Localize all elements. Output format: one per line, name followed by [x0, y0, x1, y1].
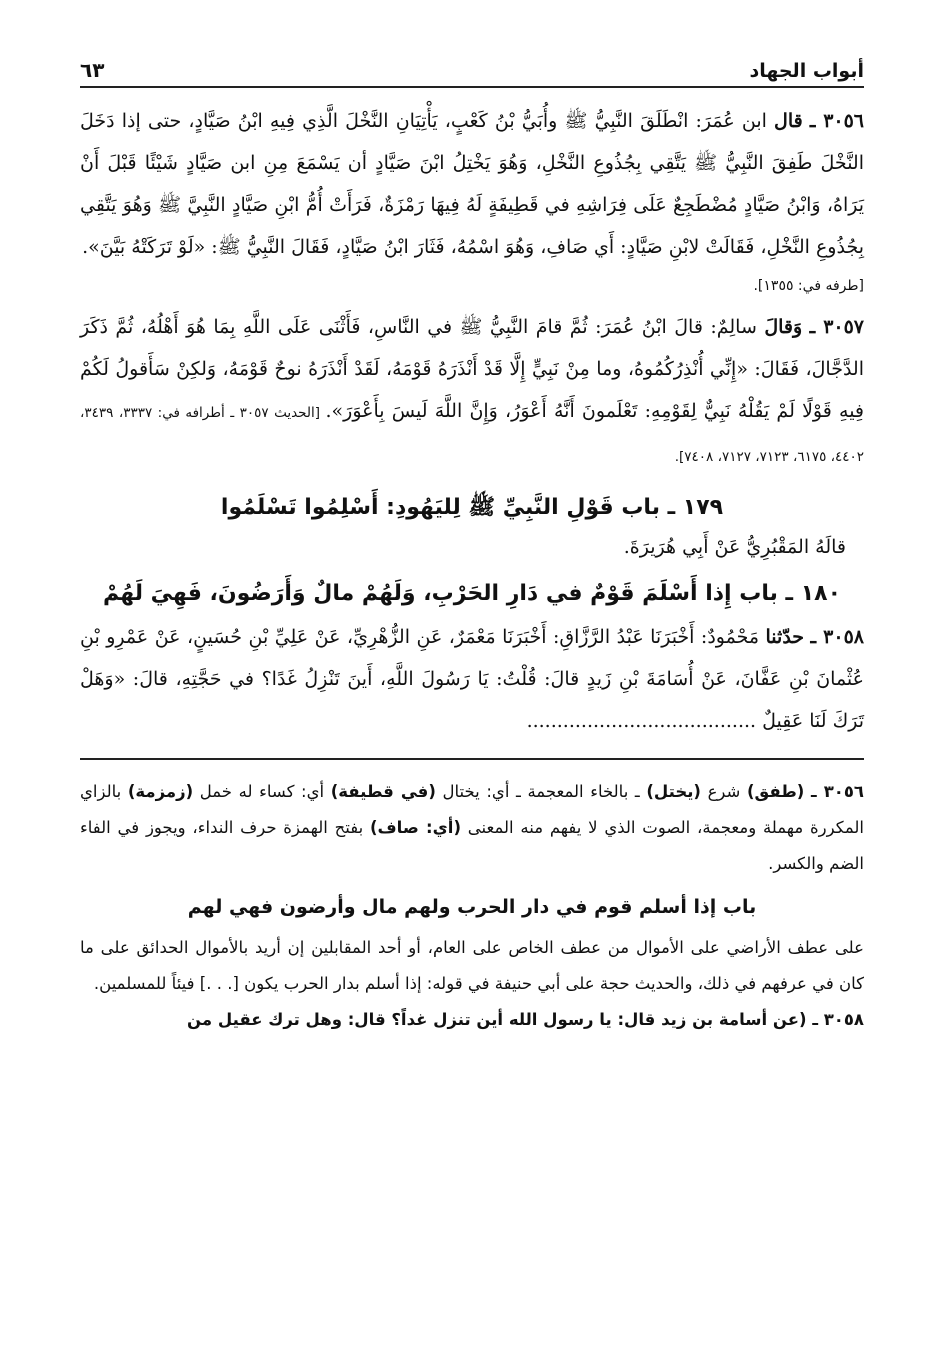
hadith-number: ٣٠٥٧ ـ	[809, 316, 865, 338]
running-title: أبواب الجهاد	[749, 60, 864, 82]
hadith-lead-word: قال	[774, 110, 803, 132]
footnote-divider	[80, 758, 864, 760]
hadith-text: ابن عُمَرَ: انْطَلَقَ النَّبِيُّ ﷺ وأُبَيُّ بْنُ كَعْبٍ، يَأْتِيَانِ النَّخْلَ الَّذِي فِيهِ ابْنُ صَيَّادٍ، حتى إذا دَخَلَ النَّخْلَ طَفِقَ النَّبِيُّ ﷺ يَتَّقِي بِجُذُوعِ النَّخْلِ، وَهُوَ يَخْتِلُ ابْنَ صَيَّادٍ أن يَسْمَعَ مِنِ ابن صَيَّادٍ شَيْئًا قَبْلَ أَنْ يَرَاهُ، وَابْنُ صَيَّادٍ مُضْطَجِعٌ عَلَى فِرَاشِهِ في قَطِيفَةٍ لَهُ فِيهَا رَمْزَةٌ، فَرَأَتْ أُمُّ ابْنِ صَيَّادٍ النَّبِيَّ ﷺ وَهُوَ يَتَّقِي بِجُذُوعِ النَّخْلِ، فَقَالَتْ لابْنِ صَيَّادٍ: أَي صَافِ، وَهُوَ اسْمُهُ، فَثَارَ ابْنُ صَيَّادٍ، فَقَالَ النَّبِيُّ ﷺ: «لَوْ تَرَكَتْهُ بَيَّنَ».	[80, 110, 864, 258]
main-text	[80, 100, 864, 742]
hadith-3058	[80, 616, 864, 742]
gloss: ـ بالخاء المعجمة ـ أي: يختال	[435, 782, 647, 801]
commentary-section	[80, 774, 864, 1038]
hadith-text: سالِمٌ: قالَ ابْنُ عُمَرَ: ثُمَّ قامَ النَّبِيُّ ﷺ في النَّاسِ، فَأَثْنَى عَلَى اللَّهِ بِمَا هُوَ أَهْلُهُ، ثُمَّ ذَكَرَ الدَّجَّالَ، فَقَالَ: «إِنِّي أُنْذِرُكُمُوهُ، وما مِنْ نَبِيٍّ إِلَّا قَدْ أَنْذَرَهُ قَوْمَهُ، لَقَدْ أَنْذَرَهُ نوحٌ قَوْمَهُ، وَلكِنْ سَأَقولُ لَكُمْ فِيهِ قَوْلًا لَمْ يَقُلْهُ نَبِيٌّ لِقَوْمِهِ: تَعْلَمونَ أَنَّهُ أَعْوَرُ، وَإِنَّ اللَّهَ لَيسَ بِأَعْوَرَ».	[80, 316, 865, 422]
hadith-lead-word: حدّثنا	[765, 626, 805, 648]
gloss: أي: كساء له خمل	[193, 782, 331, 801]
page-header	[80, 38, 864, 88]
term: (أي: صاف)	[369, 818, 461, 837]
hadith-lead-word: وَقالَ	[764, 316, 803, 338]
note-number: ٣٠٥٦ ـ	[810, 782, 864, 801]
page-number: ٦٣	[80, 58, 105, 82]
gloss: بالزاي المكررة مهملة ومعجمة، الصوت الذي لا يفهم منه المعنى	[80, 782, 864, 837]
commentary-note-3056	[80, 774, 864, 882]
note-text: (عن أسامة بن زيد قال: يا رسول الله أين تنزل غداً؟ قال: وهل ترك عقيل من	[187, 1010, 813, 1029]
term: (يختل)	[646, 782, 701, 801]
term: (في قطيفة)	[330, 782, 436, 801]
hadith-3056-reference: [طرفه في: ١٣٥٥].	[753, 278, 864, 294]
commentary-paragraph: على عطف الأراضي على الأموال من عطف الخاص على العام، أو أحد المقابلين إن أريد بالأموال الحدائق على ما كان في عرفهم في ذلك، والحديث حجة على أبي حنيفة في قوله: إذا أسلم بدار الحرب يكون [. . .] فيئاً للمسلمين.	[80, 938, 864, 993]
hadith-3057-reference: [الحديث ٣٠٥٧ ـ أطرافه في: ٣٣٣٧، ٣٤٣٩، ٤٤٠٢، ٦١٧٥، ٧١٢٣، ٧١٢٧، ٧٤٠٨].	[80, 405, 864, 465]
hadith-number: ٣٠٥٦ ـ	[809, 110, 865, 132]
chapter-179-heading: ١٧٩ ـ باب قَوْلِ النَّبِيِّ ﷺ لِليَهُودِ: أَسْلِمُوا تَسْلَمُوا	[220, 495, 724, 520]
note-number: ٣٠٥٨ ـ	[812, 1010, 864, 1029]
hadith-3057	[80, 306, 864, 478]
chapter-179-note: قالَهُ المَقْبُرِيُّ عَنْ أَبِي هُرَيرَةَ.	[623, 536, 846, 558]
book-page	[80, 38, 864, 1337]
commentary-note-3058	[80, 1002, 864, 1038]
commentary-chapter-heading: باب إذا أسلم قوم في دار الحرب ولهم مال وأرضون فهي لهم	[187, 896, 757, 918]
hadith-3056	[80, 100, 864, 268]
term: (طفق)	[746, 782, 805, 801]
hadith-text: مَحْمُودٌ: أَخْبَرَنَا عَبْدُ الرَّزَّاقِ: أَخْبَرَنَا مَعْمَرٌ، عَنِ الزُّهْرِيِّ، عَنْ عَلِيِّ بْنِ حُسَينٍ، عَنْ عَمْرِو بْنِ عُثْمانَ بْنِ عَفَّانَ، عَنْ أُسَامَةَ بْنِ زَيدٍ قالَ: قُلْتُ: يَا رَسُولَ اللَّهِ، أَينَ تَنْزِلُ غَدًا؟ في حَجَّتِهِ، قالَ: «وَهَلْ تَرَكَ لَنَا عَقِيلٌ ......................................	[80, 626, 864, 732]
gloss: شرع	[700, 782, 747, 801]
term: (زمزمة)	[127, 782, 194, 801]
chapter-180-heading: ١٨٠ ـ باب إِذا أَسْلَمَ قَوْمٌ في دَارِ الحَرْبِ، وَلَهُمْ مالٌ وَأَرَضُونَ، فَهِيَ لَهُمْ	[102, 581, 842, 606]
hadith-number: ٣٠٥٨ ـ	[810, 626, 864, 648]
gloss: بفتح الهمزة حرف النداء، ويجوز في الفاء الضم والكسر.	[80, 818, 864, 873]
